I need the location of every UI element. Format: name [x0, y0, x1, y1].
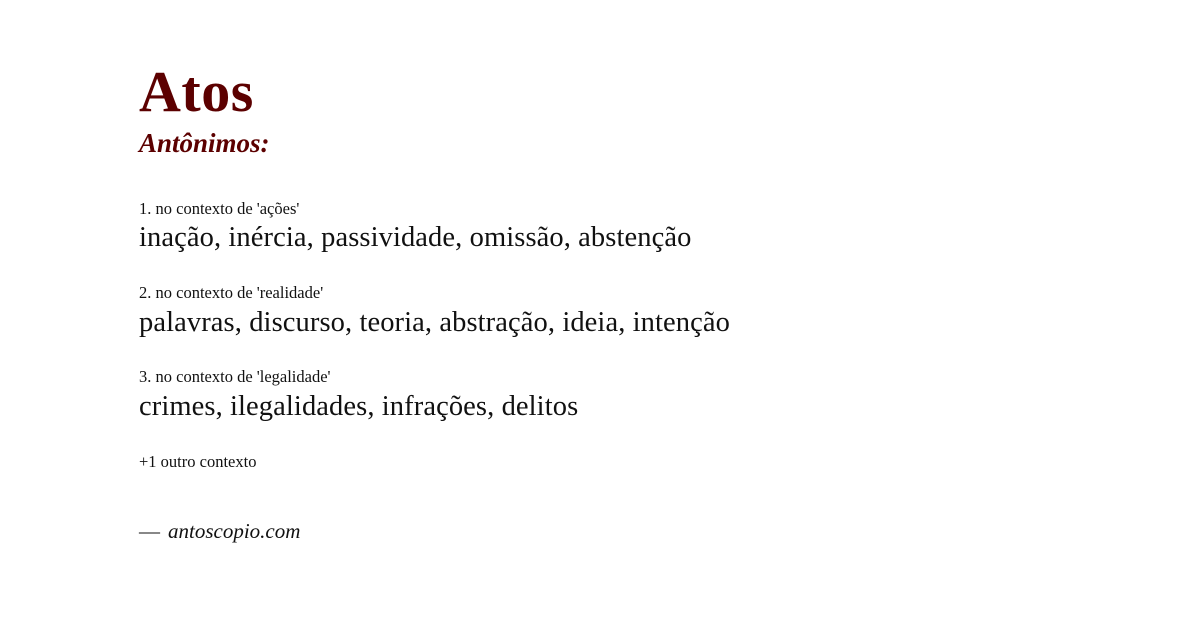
sense-antonyms: crimes, ilegalidades, infrações, delitos: [139, 391, 579, 423]
sense-antonyms: inação, inércia, passividade, omissão, abstenção: [139, 222, 692, 254]
source-name: antoscopio.com: [168, 518, 301, 543]
more-contexts-label: +1 outro contexto: [139, 451, 257, 471]
section-label: Antônimos:: [139, 127, 270, 158]
list-item: [139, 283, 1140, 340]
em-dash: —: [139, 518, 160, 543]
sense-antonyms: palavras, discurso, teoria, abstração, ideia, intenção: [139, 306, 730, 338]
source-attribution: [139, 519, 1140, 544]
list-item: [139, 199, 1140, 256]
sense-context-label: 3. no contexto de 'legalidade': [139, 367, 331, 387]
list-item: [139, 367, 1140, 424]
sense-context-label: 1. no contexto de 'ações': [139, 198, 300, 218]
sense-context-label: 2. no contexto de 'realidade': [139, 283, 324, 302]
page-title: Atos: [139, 59, 254, 124]
senses-list: [139, 199, 1140, 425]
